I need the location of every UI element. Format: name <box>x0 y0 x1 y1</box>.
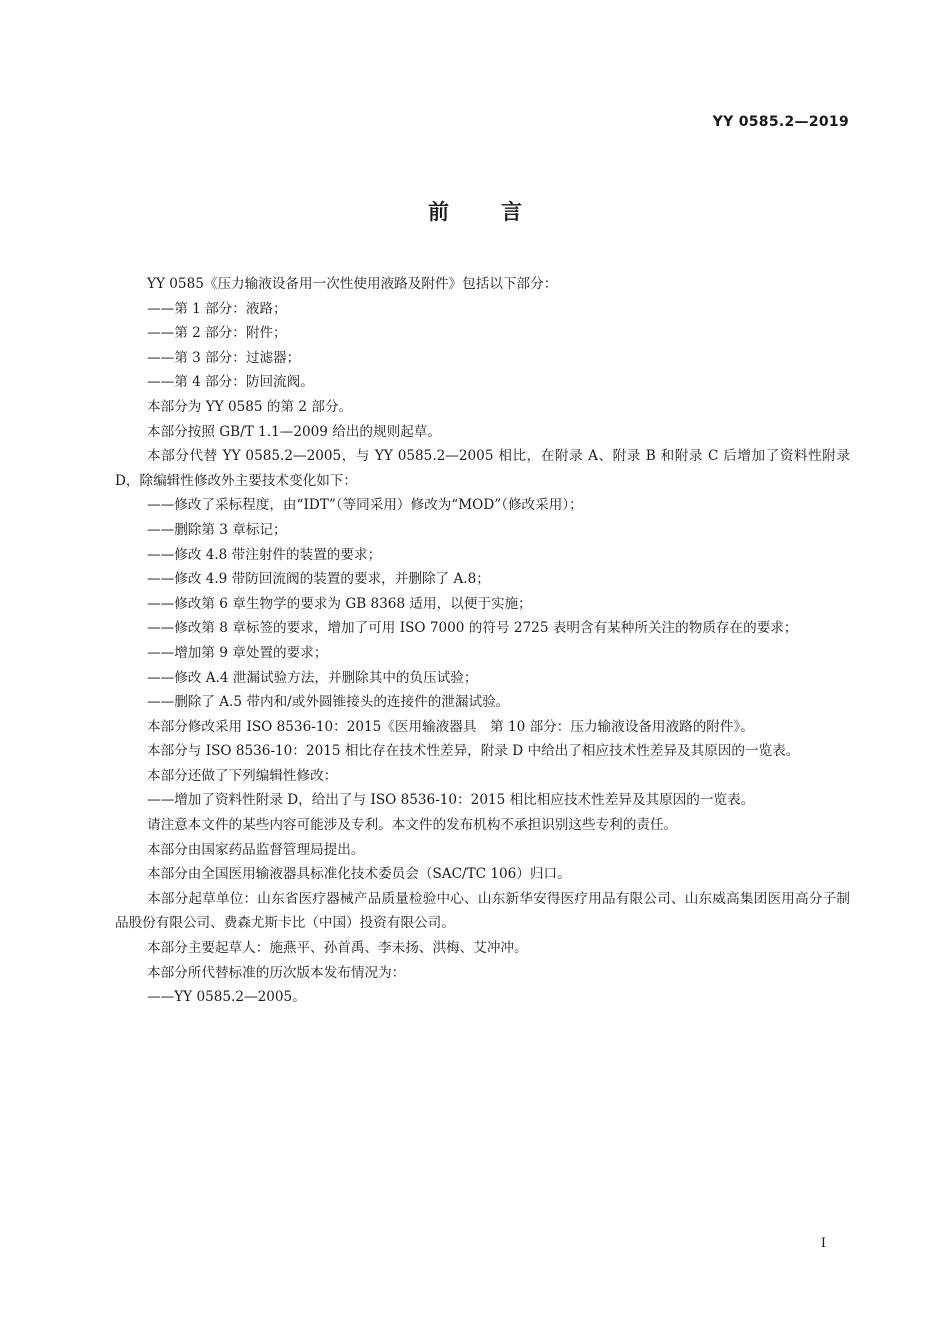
list-item: ——删除第 3 章标记； <box>147 521 287 538</box>
list-item: ——修改 4.9 带防回流阀的装置的要求，并删除了 A.8； <box>147 571 490 588</box>
list-item: ——修改 4.8 带注射件的装置的要求； <box>147 546 382 563</box>
list-item: ——修改 A.4 泄漏试验方法，并删除其中的负压试验； <box>147 669 478 686</box>
page-number: I <box>820 1236 826 1251</box>
list-item: ——增加第 9 章处置的要求； <box>147 644 328 661</box>
paragraph: 请注意本文件的某些内容可能涉及专利。本文件的发布机构不承担识别这些专利的责任。 <box>147 817 678 834</box>
page-title: 前言 <box>428 200 574 224</box>
paragraph: 本部分由国家药品监督管理局提出。 <box>147 841 365 858</box>
paragraph: 本部分主要起草人：施燕平、孙首禹、李未扬、洪梅、艾冲冲。 <box>147 940 528 957</box>
paragraph: 本部分修改采用 ISO 8536-10：2015《医用输液器具 第 10 部分：压力输液设备用液路的附件》。 <box>147 718 754 735</box>
paragraph: 本部分为 YY 0585 的第 2 部分。 <box>147 398 353 415</box>
foreword-body <box>115 272 850 1010</box>
paragraph: 本部分所代替标准的历次版本发布情况为： <box>147 964 406 981</box>
list-item: ——第 1 部分：液路； <box>147 300 287 317</box>
list-item: ——第 4 部分：防回流阀。 <box>147 374 314 391</box>
list-item: ——增加了资料性附录 D，给出了与 ISO 8536-10：2015 相比相应技术性差异及其原因的一览表。 <box>147 792 755 809</box>
list-item: ——修改了采标程度，由“IDT”（等同采用）修改为“MOD”（修改采用）； <box>147 497 583 514</box>
list-item: ——修改第 8 章标签的要求，增加了可用 ISO 7000 的符号 2725 表明含有某种所关注的物质存在的要求； <box>147 620 798 637</box>
list-item: ——第 3 部分：过滤器； <box>147 349 301 366</box>
paragraph: YY 0585《压力输液设备用一次性使用液路及附件》包括以下部分： <box>147 276 558 292</box>
list-item: ——第 2 部分：附件； <box>147 325 287 342</box>
paragraph: 本部分与 ISO 8536-10：2015 相比存在技术性差异，附录 D 中给出了相应技术性差异及其原因的一览表。 <box>147 743 800 760</box>
list-item: ——修改第 6 章生物学的要求为 GB 8368 适用，以便于实施； <box>147 595 532 612</box>
paragraph: 本部分还做了下列编辑性修改： <box>147 767 338 784</box>
paragraph: 本部分由全国医用输液器具标准化技术委员会（SAC/TC 106）归口。 <box>147 866 571 883</box>
list-item: ——YY 0585.2—2005。 <box>147 989 306 1006</box>
paragraph: 本部分代替 YY 0585.2—2005，与 YY 0585.2—2005 相比，在附录 A、附录 B 和附录 C 后增加了资料性附录 D，除编辑性修改外主要技术变化如下： <box>115 448 850 489</box>
paragraph: 本部分按照 GB/T 1.1—2009 给出的规则起草。 <box>147 423 441 440</box>
list-item: ——删除了 A.5 带内和/或外圆锥接头的连接件的泄漏试验。 <box>147 694 510 711</box>
paragraph: 本部分起草单位：山东省医疗器械产品质量检验中心、山东新华安得医疗用品有限公司、山东威高集团医用高分子制品股份有限公司、费森尤斯卡比（中国）投资有限公司。 <box>115 890 850 932</box>
standard-code-header: YY 0585.2—2019 <box>712 114 849 130</box>
